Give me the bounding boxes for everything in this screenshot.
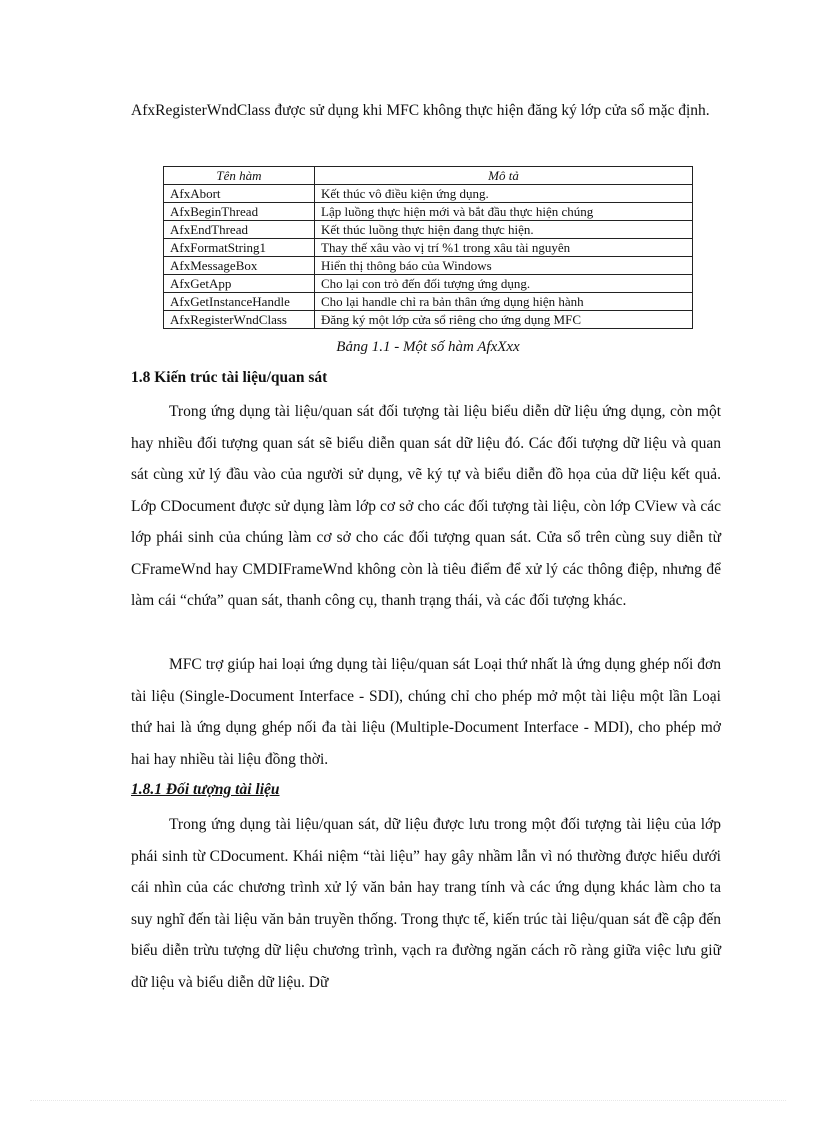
function-name-cell: AfxGetApp bbox=[164, 275, 315, 293]
function-description-cell: Đăng ký một lớp cửa sổ riêng cho ứng dụng MFC bbox=[315, 311, 693, 329]
table-row bbox=[164, 221, 693, 239]
function-description-cell: Cho lại con trỏ đến đối tượng ứng dụng. bbox=[315, 275, 693, 293]
table-row bbox=[164, 185, 693, 203]
table-row bbox=[164, 293, 693, 311]
table-row bbox=[164, 239, 693, 257]
table-row bbox=[164, 257, 693, 275]
intro-paragraph: AfxRegisterWndClass được sử dụng khi MFC không thực hiện đăng ký lớp cửa sổ mặc định. bbox=[131, 102, 710, 119]
page-bottom-divider bbox=[30, 1100, 786, 1101]
function-name-cell: AfxGetInstanceHandle bbox=[164, 293, 315, 311]
column-header-description: Mô tả bbox=[315, 167, 693, 185]
function-description-cell: Lập luồng thực hiện mới và bắt đầu thực hiện chúng bbox=[315, 203, 693, 221]
function-name-cell: AfxBeginThread bbox=[164, 203, 315, 221]
section-heading: 1.8 Kiến trúc tài liệu/quan sát bbox=[131, 369, 328, 386]
function-description-cell: Hiển thị thông báo của Windows bbox=[315, 257, 693, 275]
table-header-row bbox=[164, 167, 693, 185]
column-header-function-name: Tên hàm bbox=[164, 167, 315, 185]
section-paragraph-2: MFC trợ giúp hai loại ứng dụng tài liệu/quan sát Loại thứ nhất là ứng dụng ghép nối đơn tài liệu (Single-Document Interface - SDI), chúng chỉ cho phép mở một tài liệu một lần Loại thứ hai là ứng dụng ghép nối đa tài liệu (Multiple-Document Interface - MDI), cho phép mở hai hay nhiều tài liệu đồng thời. bbox=[131, 656, 721, 768]
function-name-cell: AfxFormatString1 bbox=[164, 239, 315, 257]
function-name-cell: AfxRegisterWndClass bbox=[164, 311, 315, 329]
function-description-cell: Cho lại handle chỉ ra bản thân ứng dụng hiện hành bbox=[315, 293, 693, 311]
table-row bbox=[164, 203, 693, 221]
function-description-cell: Kết thúc vô điều kiện ứng dụng. bbox=[315, 185, 693, 203]
table-caption: Bảng 1.1 - Một số hàm AfxXxx bbox=[336, 339, 520, 355]
function-name-cell: AfxAbort bbox=[164, 185, 315, 203]
table-row bbox=[164, 275, 693, 293]
subsection-paragraph: Trong ứng dụng tài liệu/quan sát, dữ liệu được lưu trong một đối tượng tài liệu của lớp phái sinh từ CDocument. Khái niệm “tài liệu” hay gây nhầm lẫn vì nó thường được hiểu dưới cái nhìn của các chương trình xử lý văn bản hay trang tính và các ứng dụng khác làm cho ta suy nghĩ đến tài liệu văn bản truyền thống. Trong thực tế, kiến trúc tài liệu/quan sát đề cập đến biểu diễn trừu tượng dữ liệu chương trình, vạch ra đường ngăn cách rõ ràng giữa việc lưu giữ dữ liệu và biểu diễn dữ liệu. Dữ bbox=[131, 816, 721, 991]
function-description-cell: Thay thế xâu vào vị trí %1 trong xâu tài nguyên bbox=[315, 239, 693, 257]
afx-functions-table bbox=[163, 166, 693, 329]
function-description-cell: Kết thúc luồng thực hiện đang thực hiện. bbox=[315, 221, 693, 239]
function-name-cell: AfxEndThread bbox=[164, 221, 315, 239]
table-row bbox=[164, 311, 693, 329]
section-paragraph-1: Trong ứng dụng tài liệu/quan sát đối tượng tài liệu biểu diễn dữ liệu ứng dụng, còn một hay nhiều đối tượng quan sát sẽ biểu diễn quan sát dữ liệu đó. Các đối tượng dữ liệu và quan sát cùng xử lý đầu vào của người sử dụng, vẽ ký tự và biểu diễn đồ họa của dữ liệu kết quả. Lớp CDocument được sử dụng làm lớp cơ sở cho các đối tượng tài liệu, còn lớp CView và các lớp phái sinh của chúng làm cơ sở cho các đối tượng quan sát. Cửa sổ trên cùng suy diễn từ CFrameWnd hay CMDIFrameWnd không còn là tiêu điểm để xử lý các thông điệp, nhưng để làm cái “chứa” quan sát, thanh công cụ, thanh trạng thái, và các đối tượng khác. bbox=[131, 403, 721, 609]
subsection-heading: 1.8.1 Đối tượng tài liệu bbox=[131, 781, 280, 798]
function-name-cell: AfxMessageBox bbox=[164, 257, 315, 275]
